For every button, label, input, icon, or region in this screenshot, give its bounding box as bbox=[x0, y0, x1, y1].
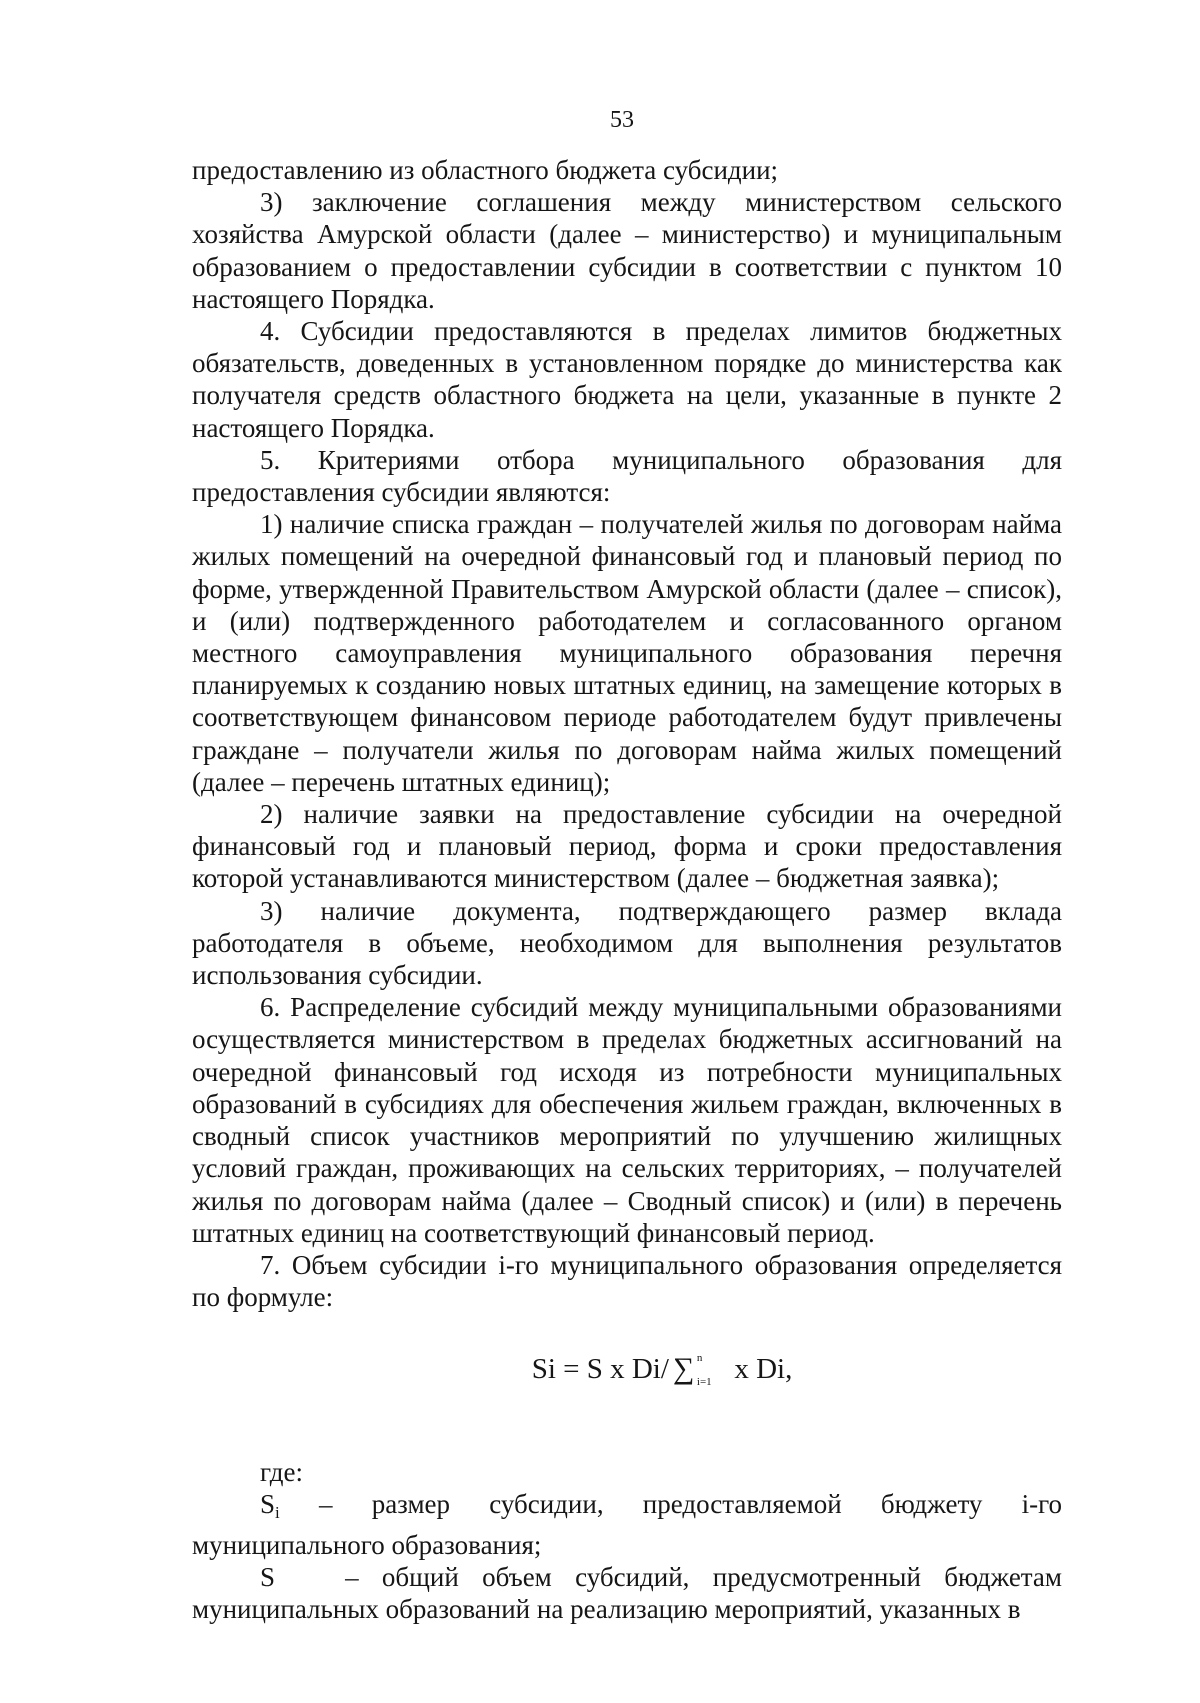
paragraph-continuation: предоставлению из областного бюджета субсидии; bbox=[192, 155, 779, 185]
paragraph-5-criteria: 5. Критериями отбора муниципального образования для предоставления субсидии являются: bbox=[192, 444, 1062, 508]
criterion-3-employer-document: 3) наличие документа, подтверждающего размер вклада работодателя в объеме, необходимом для выполнения результатов использования субсидии. bbox=[192, 895, 1062, 991]
criterion-1-list: 1) наличие списка граждан – получателей жилья по договорам найма жилых помещений на очередной финансовый год и плановый период по форме, утвержденной Правительством Амурской области (далее – список), и (или) подтвержденного работодателем и согласованного органом местного самоуправления муниципального образования перечня планируемых к созданию новых штатных единиц, на замещение которых в соответствующем финансовом периоде работодателем будут привлечены граждане – получатели жилья по договорам найма жилых помещений (далее – перечень штатных единиц); bbox=[192, 509, 1062, 797]
definition-text: – размер субсидии, предоставляемой бюджету i-го муниципального образования; bbox=[192, 1488, 1062, 1560]
paragraph-4-limits: 4. Субсидии предоставляются в пределах лимитов бюджетных обязательств, доведенных в установленном порядке до министерства как получателя средств областного бюджета на цели, указанные в пункте 2 настоящего Порядка. bbox=[192, 316, 1062, 443]
definition-s bbox=[192, 1561, 1062, 1625]
definition-text: – общий объем субсидий, предусмотренный бюджетам муниципальных образований на реализацию мероприятий, указанных в bbox=[192, 1562, 1062, 1625]
sum-symbol: ∑ n i=1 bbox=[672, 1352, 712, 1388]
page-number: 53 bbox=[610, 107, 634, 133]
sum-lower-limit: i=1 bbox=[696, 1375, 712, 1388]
sum-upper-limit: n bbox=[696, 1352, 703, 1365]
definition-symbol: S bbox=[260, 1562, 276, 1593]
paragraph-7-formula-intro: 7. Объем субсидии i-го муниципального образования определяется по формуле: bbox=[192, 1249, 1062, 1313]
formula-left: Si = S x Di/ bbox=[531, 1353, 669, 1386]
where-label: где: bbox=[260, 1456, 303, 1487]
formula-right: x Di, bbox=[734, 1353, 793, 1386]
definition-symbol: S bbox=[260, 1488, 276, 1519]
definition-subscript: i bbox=[275, 1502, 280, 1522]
subsidy-formula bbox=[192, 1352, 1062, 1388]
criterion-2-budget-request: 2) наличие заявки на предоставление субсидии на очередной финансовый год и плановый период, форма и сроки предоставления которой устанавливаются министерством (далее – бюджетная заявка); bbox=[192, 799, 1062, 894]
paragraph-6-distribution: 6. Распределение субсидий между муниципальными образованиями осуществляется министерством в пределах бюджетных ассигнований на очередной финансовый год исходя из потребности муниципальных образований в субсидиях для обеспечения жильем граждан, включенных в сводный список участников мероприятий по улучшению жилищных условий граждан, проживающих на сельских территориях, – получателей жилья по договорам найма (далее – Сводный список) и (или) в перечень штатных единиц на соответствующий финансовый период. bbox=[192, 992, 1062, 1248]
definition-si bbox=[192, 1488, 1062, 1561]
paragraph-item-3-agreement: 3) заключение соглашения между министерством сельского хозяйства Амурской области (далее – министерство) и муниципальным образованием о предоставлении субсидии в соответствии с пунктом 10 настоящего Порядка. bbox=[192, 187, 1062, 314]
document-body bbox=[192, 154, 1062, 1626]
